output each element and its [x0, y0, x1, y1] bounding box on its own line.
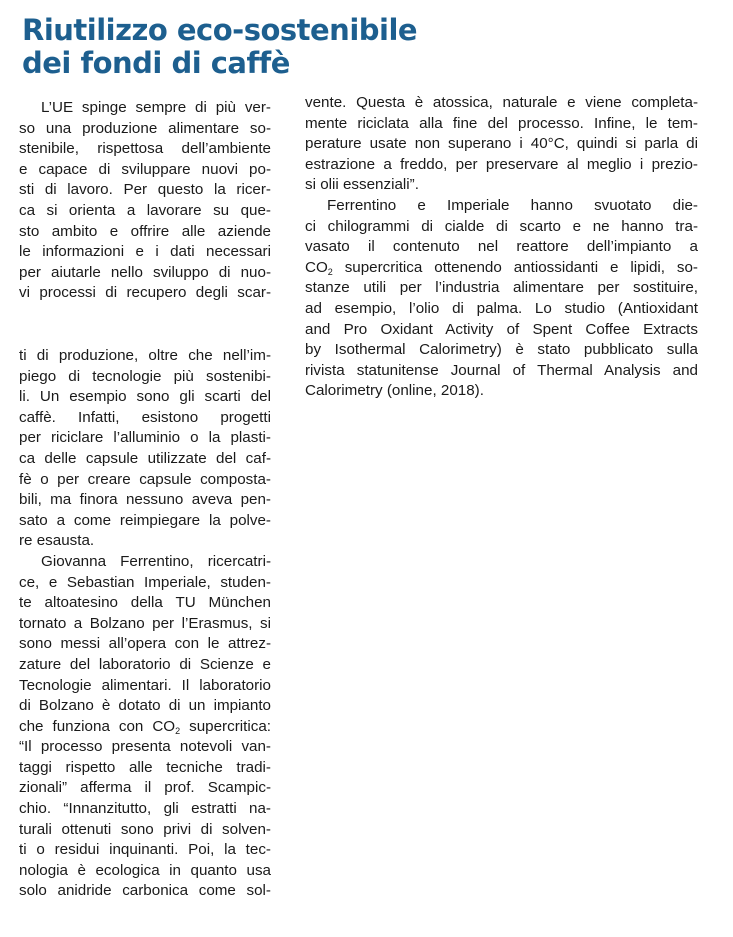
- text-line: e capace di sviluppare nuovi po-: [19, 160, 271, 178]
- article-title: [22, 14, 662, 80]
- paragraph-intro-continued: [19, 346, 271, 552]
- text-line: sto ambito e offrire alle aziende: [19, 222, 271, 240]
- text-line: turali ottenuti sono privi di solven-: [19, 820, 271, 838]
- text-line: ti o residui inquinanti. Poi, la tec-: [19, 841, 271, 859]
- co2-suffix: supercritica ottenendo antiossidanti e lipidi, so-: [332, 258, 698, 276]
- text-line: bili, ma finora nessuno aveva pen-: [19, 491, 271, 509]
- text-line: ca si orienta a lavorare su que-: [19, 201, 271, 219]
- text-line: ti di produzione, oltre che nell’im-: [19, 347, 271, 364]
- text-line: so una produzione alimentare so-: [19, 119, 271, 137]
- text-line: sato a come reimpiegare la polve-: [19, 511, 271, 529]
- column-1-top: [19, 98, 271, 304]
- subscript-2: 2: [327, 266, 333, 277]
- text-line: Tecnologie alimentari. Il laboratorio: [19, 676, 271, 694]
- co2-text: che funziona con CO: [19, 717, 176, 735]
- column-2: [305, 93, 698, 402]
- text-line: stanze utili per l’industria alimentare per sostituire,: [305, 279, 698, 297]
- text-line-co2: [19, 717, 271, 738]
- title-line-1: Riutilizzo eco-sostenibile: [22, 13, 418, 47]
- text-line: taggi rispetto alle tecniche tradi-: [19, 758, 271, 776]
- text-line: mente riciclata alla fine del processo. Infine, le tem-: [305, 114, 698, 132]
- text-line: piego di tecnologie più sostenibi-: [19, 367, 271, 385]
- subscript-2: 2: [175, 725, 181, 736]
- text-line: nologia è ecologica in quanto usa: [19, 861, 271, 879]
- text-line: “Il processo presenta notevoli van-: [19, 738, 271, 756]
- text-line: fè o per creare capsule composta-: [19, 470, 271, 488]
- text-line: rivista statunitense Journal of Thermal Analysis and: [305, 361, 698, 379]
- text-line: per riciclare l’alluminio o la plasti-: [19, 429, 271, 447]
- text-line: li. Un esempio sono gli scarti del: [19, 388, 271, 406]
- text-line: ad esempio, l’olio di palma. Lo studio (Antioxidant: [305, 299, 698, 317]
- text-line: chio. “Innanzitutto, gli estratti na-: [19, 800, 271, 818]
- paragraph-intro: [19, 98, 271, 304]
- text-line: ca delle capsule utilizzate del caf-: [19, 449, 271, 467]
- co2-suffix: supercritica:: [180, 717, 271, 735]
- text-line: L’UE spinge sempre di più ver-: [41, 99, 271, 116]
- text-line: vente. Questa è atossica, naturale e viene completa-: [305, 94, 698, 111]
- paragraph-researchers: [19, 552, 271, 902]
- text-line: si olii essenziali”.: [305, 176, 419, 194]
- text-line: di Bolzano è dotato di un impianto: [19, 697, 271, 715]
- text-line: perature usate non superano i 40°C, quindi si parla di: [305, 135, 698, 153]
- text-line-co2: [305, 258, 698, 279]
- text-line: estrazione a freddo, per preservare al meglio i prezio-: [305, 155, 698, 173]
- text-line: te altoatesino della TU München: [19, 594, 271, 612]
- text-line: tornato a Bolzano per l’Erasmus, si: [19, 614, 271, 632]
- text-line: Calorimetry (online, 2018).: [305, 382, 484, 400]
- text-line: by Isothermal Calorimetry) è stato pubblicato sulla: [305, 341, 698, 359]
- column-1-bottom: [19, 346, 271, 902]
- text-line: solo anidride carbonica come sol-: [19, 882, 271, 900]
- text-line: vasato il contenuto nel reattore dell’impianto a: [305, 238, 698, 256]
- text-line: stenibile, rispettosa dell’ambiente: [19, 140, 271, 158]
- text-line: caffè. Infatti, esistono progetti: [19, 408, 271, 426]
- text-line: zature del laboratorio di Scienze e: [19, 655, 271, 673]
- text-line: zionali” afferma il prof. Scampic-: [19, 779, 271, 797]
- text-line: re esausta.: [19, 532, 95, 550]
- paragraph-quote-end: [305, 93, 698, 196]
- text-line: and Pro Oxidant Activity of Spent Coffee Extracts: [305, 320, 698, 338]
- co2-text: CO: [305, 258, 328, 276]
- title-line-2: dei fondi di caffè: [22, 46, 290, 80]
- text-line: vi processi di recupero degli scar-: [19, 284, 271, 302]
- text-line: le informazioni e i dati necessari: [19, 243, 271, 261]
- text-line: ci chilogrammi di cialde di scarto e ne hanno tra-: [305, 217, 698, 235]
- paragraph-study: [305, 196, 698, 402]
- text-line: Giovanna Ferrentino, ricercatri-: [41, 552, 271, 570]
- text-line: Ferrentino e Imperiale hanno svuotato die-: [327, 196, 698, 214]
- text-line: per aiutarle nello sviluppo di nuo-: [19, 263, 271, 281]
- text-line: sono messi all’opera con le attrez-: [19, 635, 271, 653]
- text-line: sti di lavoro. Per questo la ricer-: [19, 181, 271, 199]
- text-line: ce, e Sebastian Imperiale, studen-: [19, 573, 271, 591]
